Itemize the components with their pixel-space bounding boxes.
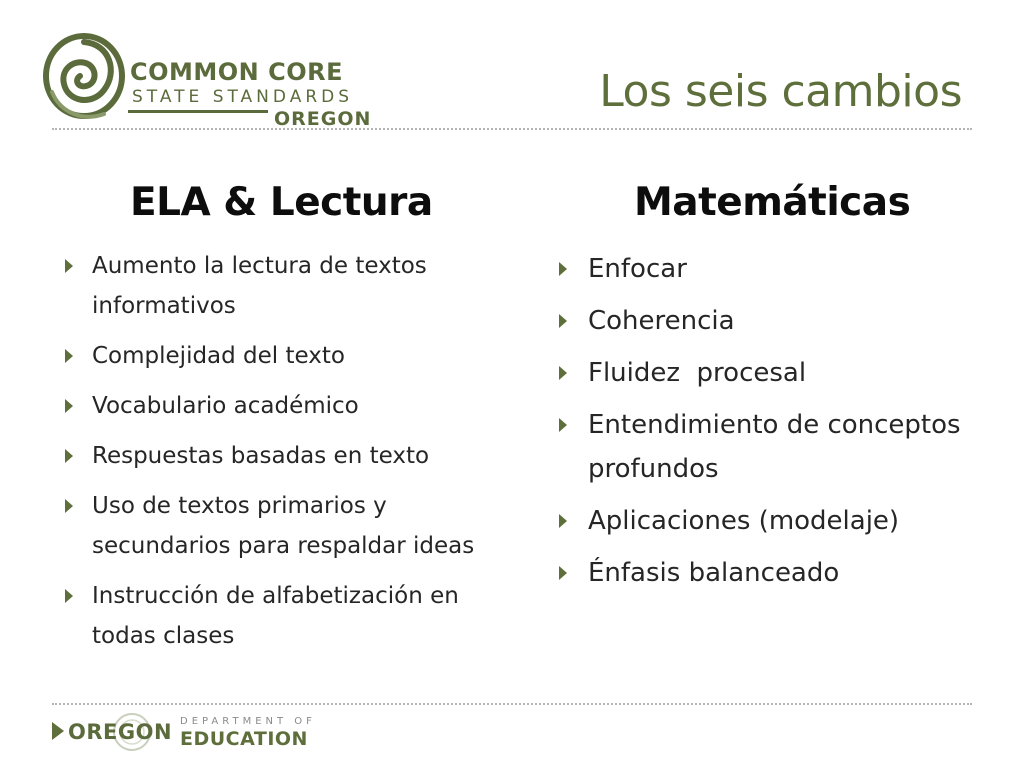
logo-state-standards-text: STATE STANDARDS (132, 87, 354, 107)
ela-list-item (62, 246, 512, 326)
ela-heading: ELA & Lectura (130, 180, 433, 225)
math-item-text: Fluidez procesal (588, 358, 807, 388)
bullet-arrow-icon (559, 566, 567, 580)
slide-title: Los seis cambios (599, 66, 962, 117)
ela-list (62, 246, 512, 666)
math-list-item (556, 551, 976, 595)
math-list-item (556, 403, 976, 491)
footer-oregon-text: OREGON (68, 720, 173, 744)
ela-item-text: Aumento la lectura de textos informativos (92, 253, 427, 319)
swirl-logo-icon (42, 32, 126, 128)
ela-item-text: Uso de textos primarios y secundarios para respaldar ideas (92, 493, 475, 559)
bullet-arrow-icon (65, 449, 73, 463)
bullet-arrow-icon (559, 514, 567, 528)
ela-list-item (62, 576, 512, 656)
ela-list-item (62, 436, 512, 476)
ela-item-text: Instrucción de alfabetización en todas clases (92, 583, 459, 649)
bullet-arrow-icon (559, 366, 567, 380)
bullet-arrow-icon (65, 499, 73, 513)
math-item-text: Aplicaciones (modelaje) (588, 506, 900, 536)
logo-common-core-text: COMMON CORE (130, 58, 344, 86)
bullet-arrow-icon (559, 262, 567, 276)
math-list (556, 247, 976, 603)
footer-department-text: DEPARTMENT OF (180, 716, 316, 727)
math-item-text: Énfasis balanceado (588, 558, 840, 588)
math-item-text: Entendimiento de conceptos profundos (588, 410, 961, 484)
math-list-item (556, 299, 976, 343)
oregon-education-logo (52, 710, 372, 756)
ela-item-text: Respuestas basadas en texto (92, 443, 430, 469)
bullet-arrow-icon (65, 589, 73, 603)
math-heading: Matemáticas (634, 180, 911, 225)
math-list-item (556, 499, 976, 543)
logo-oregon-text: OREGON (274, 108, 372, 130)
logo-rule (128, 110, 268, 113)
bullet-arrow-icon (65, 349, 73, 363)
bullet-arrow-icon (65, 399, 73, 413)
math-list-item (556, 247, 976, 291)
ela-list-item (62, 486, 512, 566)
top-divider (52, 128, 972, 130)
math-item-text: Enfocar (588, 254, 687, 284)
bullet-arrow-icon (559, 418, 567, 432)
math-list-item (556, 351, 976, 395)
bullet-arrow-icon (65, 259, 73, 273)
footer-education-text: EDUCATION (180, 728, 308, 750)
footer-arrow-icon (52, 722, 64, 740)
ela-list-item (62, 386, 512, 426)
math-item-text: Coherencia (588, 306, 735, 336)
bottom-divider (52, 703, 972, 705)
ela-item-text: Vocabulario académico (92, 393, 359, 419)
ela-list-item (62, 336, 512, 376)
bullet-arrow-icon (559, 314, 567, 328)
ela-item-text: Complejidad del texto (92, 343, 345, 369)
common-core-logo (42, 32, 382, 132)
